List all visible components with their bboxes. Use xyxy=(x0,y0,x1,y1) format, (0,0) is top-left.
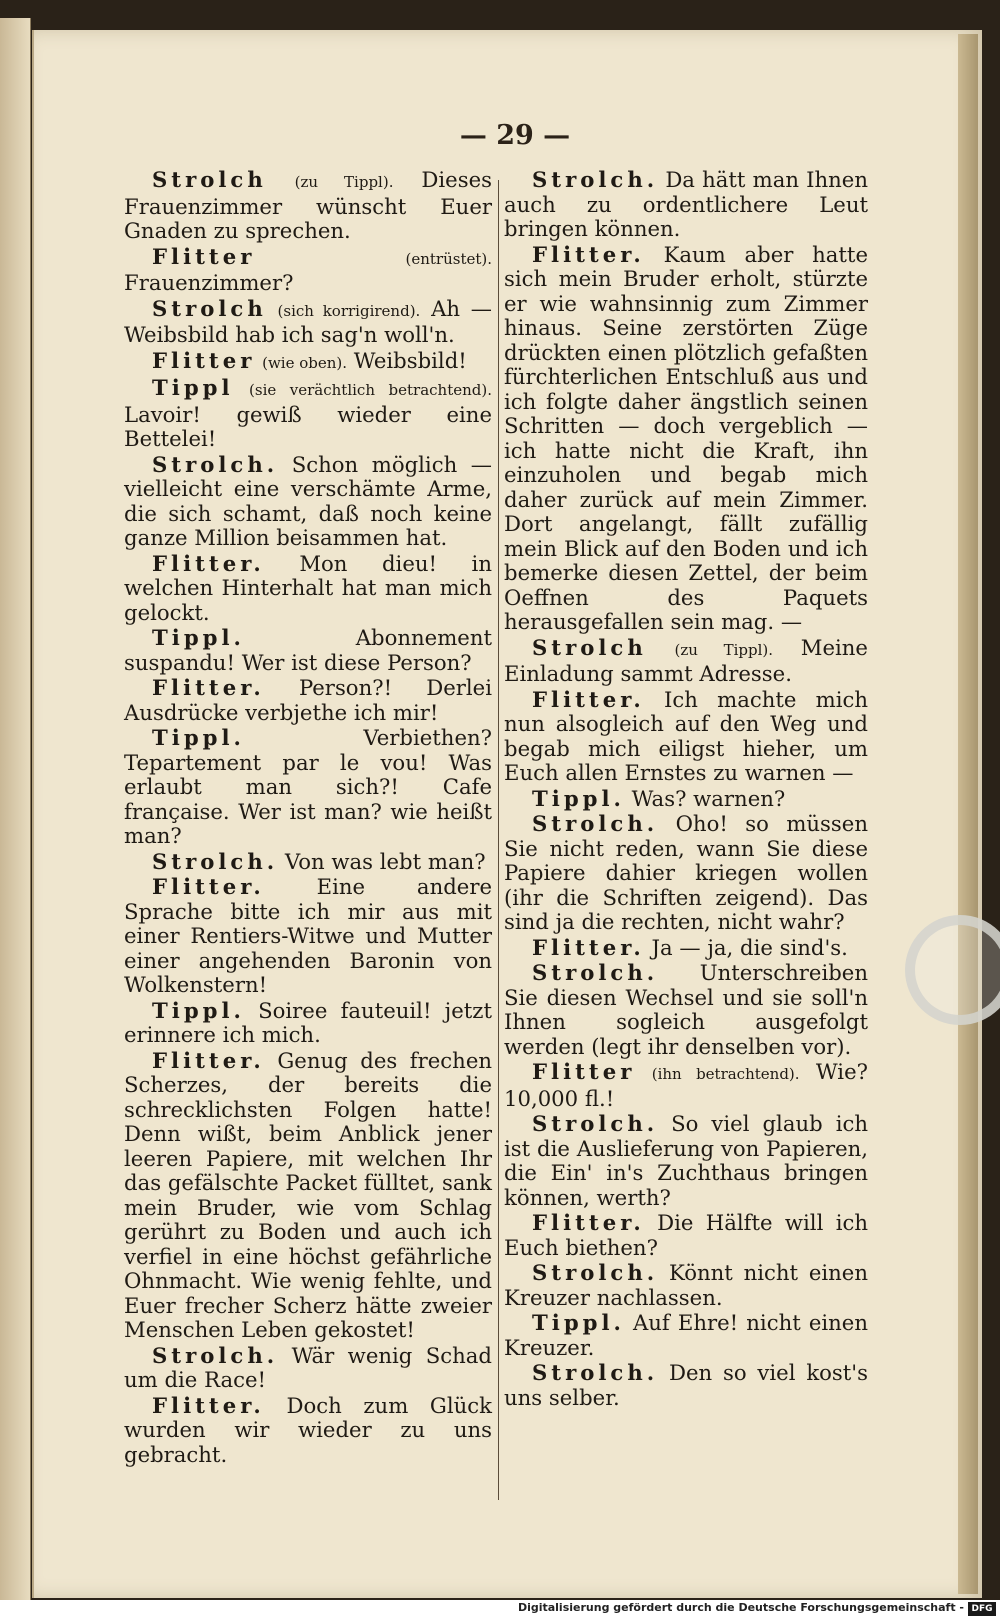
dialogue-text: So viel glaub ich ist die Auslieferung von Papieren, die Ein' in's Zuchthaus bringen können, werth? xyxy=(504,1111,868,1210)
dialogue-paragraph xyxy=(504,1060,868,1111)
dialogue-paragraph xyxy=(124,245,492,296)
stage-direction: (sich korrigirend). xyxy=(277,301,421,320)
speaker-name: Strolch. xyxy=(152,451,279,477)
page-stack-edge xyxy=(958,34,978,1594)
dialogue-paragraph xyxy=(124,726,492,849)
dialogue-text: Könnt nicht einen Kreuzer nachlassen. xyxy=(504,1260,868,1310)
dialogue-text: Person?! Derlei Ausdrücke verbjethe ich mir! xyxy=(124,675,492,725)
speaker-name: Flitter. xyxy=(152,874,265,899)
speaker-name: Flitter. xyxy=(152,1392,265,1418)
dialogue-text: Unterschreiben Sie diesen Wechsel und sie soll'n Ihnen sogleich ausgefolgt werden (legt ihr denselben vor). xyxy=(504,960,868,1059)
left-page-edge xyxy=(0,18,31,1613)
dialogue-text: Mon dieu! in welchen Hinterhalt hat man mich gelockt. xyxy=(124,550,492,625)
dialogue-text: Soiree fauteuil! jetzt erinnere ich mich. xyxy=(124,997,492,1047)
speaker-name: Strolch xyxy=(152,167,267,192)
dialogue-paragraph xyxy=(124,349,492,376)
speaker-name: Strolch. xyxy=(532,167,659,192)
speaker-name: Strolch. xyxy=(532,1260,659,1285)
dialogue-text: Da hätt man Ihnen auch zu ordentlichere Leut bringen können. xyxy=(504,167,868,241)
stage-direction: (sie verächtlich betrachtend). xyxy=(249,381,492,399)
dialogue-paragraph xyxy=(504,1112,868,1210)
stage-direction: (zu Tippl). xyxy=(674,640,774,659)
speaker-name: Strolch xyxy=(532,634,647,660)
dialogue-text: Den so viel kost's uns selber. xyxy=(504,1360,868,1410)
dialogue-text: Schon möglich — vielleicht eine verschämte Arme, die sich schamt, daß noch keine ganze Million beisammen hat. xyxy=(124,451,492,550)
speaker-name: Tippl. xyxy=(532,1310,625,1335)
dialogue-text: Frauenzimmer? xyxy=(124,270,294,295)
dialogue-text: Doch zum Glück wurden wir wieder zu uns gebracht. xyxy=(124,1392,492,1467)
speaker-name: Flitter. xyxy=(152,1047,265,1073)
dialogue-paragraph xyxy=(124,376,492,452)
dialogue-paragraph xyxy=(504,243,868,635)
dialogue-paragraph xyxy=(124,1049,492,1343)
dialogue-text: Wär wenig Schad um die Race! xyxy=(124,1342,492,1392)
dialogue-text: Verbiethen? Tepartement par le vou! Was erlaubt man sich?! Cafe française. Wer ist man? wie heißt man? xyxy=(124,725,492,848)
speaker-name: Strolch. xyxy=(532,811,659,836)
dialogue-paragraph xyxy=(504,1361,868,1410)
dialogue-paragraph xyxy=(124,297,492,348)
speaker-name: Tippl. xyxy=(152,725,245,750)
dialogue-paragraph xyxy=(504,1211,868,1260)
speaker-name: Tippl. xyxy=(152,997,245,1023)
speaker-name: Tippl. xyxy=(152,625,245,650)
dialogue-paragraph xyxy=(504,1261,868,1310)
dialogue-text: Ah — Weibsbild hab ich sag'n woll'n. xyxy=(124,295,492,347)
speaker-name: Strolch. xyxy=(532,960,659,985)
speaker-name: Flitter. xyxy=(152,550,265,576)
dialogue-text: Dieses Frauenzimmer wünscht Euer Gnaden zu sprechen. xyxy=(124,167,492,243)
dialogue-paragraph xyxy=(124,626,492,675)
speaker-name: Flitter. xyxy=(532,686,645,712)
dialogue-paragraph xyxy=(124,1344,492,1393)
dfg-logo: DFG xyxy=(968,1602,996,1616)
dialogue-paragraph xyxy=(504,812,868,935)
dialogue-paragraph xyxy=(124,1394,492,1468)
dialogue-paragraph xyxy=(124,453,492,551)
dialogue-text: Was? warnen? xyxy=(631,785,786,811)
dialogue-paragraph xyxy=(124,875,492,998)
dialogue-paragraph xyxy=(124,676,492,725)
dialogue-paragraph xyxy=(504,961,868,1059)
dialogue-text: Oho! so müssen Sie nicht reden, wann Sie diese Papiere dahier kriegen wollen (ihr die Schriften zeigend). Das sind ja die rechten, nicht wahr? xyxy=(504,811,868,934)
speaker-name: Flitter. xyxy=(532,1210,645,1235)
speaker-name: Flitter. xyxy=(152,675,265,700)
speaker-name: Flitter. xyxy=(532,934,645,960)
dialogue-paragraph xyxy=(504,168,868,242)
dialogue-paragraph xyxy=(124,552,492,626)
speaker-name: Tippl. xyxy=(532,785,625,811)
dialogue-paragraph xyxy=(124,168,492,244)
stage-direction: (zu Tippl). xyxy=(294,173,394,191)
dialogue-paragraph xyxy=(124,850,492,875)
dialogue-paragraph xyxy=(504,688,868,786)
stage-direction: (ihn betrachtend). xyxy=(651,1065,800,1083)
stage-direction: (entrüstet). xyxy=(405,249,492,268)
column-divider xyxy=(498,180,499,1500)
dialogue-text: Genug des frechen Scherzes, der bereits die schrecklichsten Folgen hatte! Denn wißt, beim Anblick jener leeren Papiere, mit welchen Ihr das gefälschte Packet fülltet, sank mein Bruder, wie vom Schlag gerührt zu Boden und auch ich verfiel in eine höchst gefährliche Ohnmacht. Wie wenig fehlte, und Euer frecher Scherz hätte zweier Menschen Leben gekostet! xyxy=(124,1047,492,1342)
speaker-name: Strolch. xyxy=(152,848,279,874)
dialogue-text: Eine andere Sprache bitte ich mir aus mit einer Rentiers-Witwe und Mutter einer angehenden Baronin von Wolkenstern! xyxy=(124,874,492,997)
speaker-name: Strolch. xyxy=(532,1360,659,1385)
dialogue-text: Von was lebt man? xyxy=(284,848,486,874)
dialogue-paragraph xyxy=(504,936,868,961)
dialogue-text: Ja — ja, die sind's. xyxy=(651,934,848,960)
footer-credit: Digitalisierung gefördert durch die Deutsche Forschungsgemeinschaft - xyxy=(517,1601,964,1614)
dialogue-paragraph xyxy=(504,787,868,812)
dialogue-paragraph xyxy=(504,1311,868,1360)
page-number: — 29 — xyxy=(459,120,571,151)
dialogue-text: Auf Ehre! nicht einen Kreuzer. xyxy=(504,1310,868,1360)
dialogue-paragraph xyxy=(504,636,868,687)
right-column xyxy=(504,168,868,1411)
dialogue-paragraph xyxy=(124,999,492,1048)
dialogue-text: Lavoir! gewiß wieder eine Bettelei! xyxy=(124,401,492,451)
dialogue-text: Ich machte mich nun alsogleich auf den Weg und begab mich eiligst hieher, um Euch allen Ernstes zu warnen — xyxy=(504,686,868,785)
speaker-name: Flitter xyxy=(152,243,256,269)
speaker-name: Flitter. xyxy=(532,241,645,267)
dialogue-text: Kaum aber hatte sich mein Bruder erholt, stürzte er wie wahnsinnig zum Zimmer hinaus. Seine zerstörten Züge drückten einen plötzlich gefaßten fürchterlichen Entschluß aus und ich folgte daher ängstlich seinen Schritten — doch vergeblich — ich hatte nicht die Kraft, ihn einzuholen und begab mich daher zurück auf mein Zimmer. Dort angelangt, fällt zufällig mein Blick auf den Boden und ich bemerke diesen Zettel, der beim Oeffnen des Paquets herausgefallen sein mag. — xyxy=(504,241,868,634)
dialogue-text: Abonnement suspandu! Wer ist diese Person? xyxy=(124,625,492,675)
speaker-name: Flitter xyxy=(152,347,256,373)
speaker-name: Tippl xyxy=(152,375,234,400)
dialogue-text: Weibsbild! xyxy=(353,347,467,373)
dialogue-text: Wie? 10,000 fl.! xyxy=(504,1059,868,1111)
speaker-name: Flitter xyxy=(532,1059,636,1084)
dialogue-text: Die Hälfte will ich Euch biethen? xyxy=(504,1210,868,1260)
dialogue-text: Meine Einladung sammt Adresse. xyxy=(504,634,868,686)
speaker-name: Strolch. xyxy=(152,1342,279,1368)
speaker-name: Strolch xyxy=(152,295,267,321)
stage-direction: (wie oben). xyxy=(262,353,348,372)
speaker-name: Strolch. xyxy=(532,1111,659,1136)
left-column xyxy=(124,168,492,1468)
